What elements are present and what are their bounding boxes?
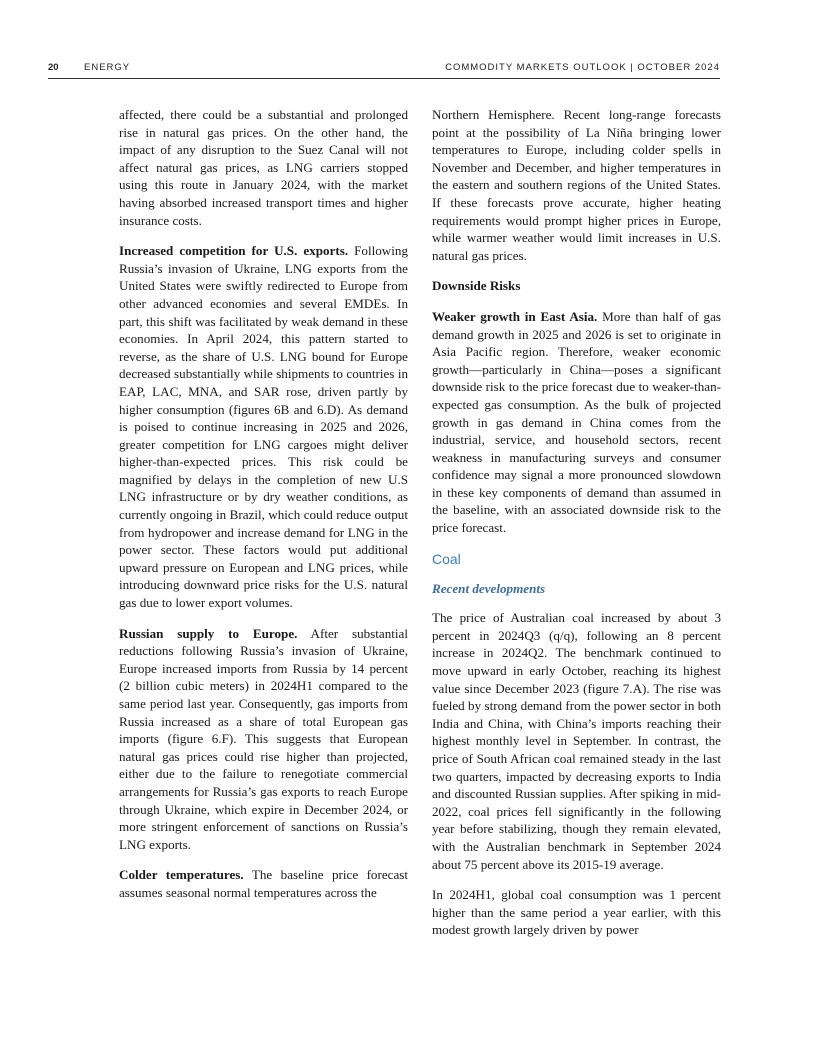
lead-east-asia: Weaker growth in East Asia. xyxy=(432,308,598,324)
left-column xyxy=(119,106,408,915)
paragraph-us-exports xyxy=(119,242,408,611)
paragraph-supply-disruption: affected, there could be a substantial and prolonged rise in natural gas prices. On the other hand, the impact of any disruption to the Suez Canal will not affect natural gas prices, as LNG carriers stopped using this route in January 2024, with the market having absorbed increased transport times and higher insurance costs. xyxy=(119,107,408,228)
paragraph-colder-temperatures xyxy=(119,866,408,901)
lead-us-exports: Increased competition for U.S. exports. xyxy=(119,243,349,259)
paragraph-east-asia xyxy=(432,308,721,537)
lead-colder-temperatures: Colder temperatures. xyxy=(119,867,244,883)
body-east-asia: More than half of gas demand growth in 2025 and 2026 is set to originate in Asia Pacific region. Therefore, weaker economic growth—particularly in China—poses a significant downside risk to the price forecast due to weaker-than-expected gas consumption. As the bulk of projected growth in gas demand in China comes from the industrial, service, and household sectors, recent weakness in manufacturing surveys and consumer confidence may signal a more pronounced slowdown in these key components of demand than assumed in the baseline, with an associated downside risk to the price forecast. xyxy=(432,308,721,536)
paragraph-coal-price: The price of Australian coal increased by about 3 percent in 2024Q3 (q/q), following an 8 percent increase in 2024Q2. The benchmark continued to move upward in early October, reaching its highest value since December 2023 (figure 7.A). The rise was fueled by strong demand from the power sector in both India and China, with China’s imports reaching their highest monthly level in September. In contrast, the price of South African coal remained steady in the last two quarters, impacted by decreasing exports to India and discounted Russian supplies. After spiking in mid-2022, coal prices fell significantly in the following year before stabilizing, though they remain elevated, with the Australian benchmark in September 2024 about 75 percent above its 2015-19 average. xyxy=(432,610,721,872)
section-title-coal: Coal xyxy=(432,550,461,567)
body-russian-supply: After substantial reductions following Russia’s invasion of Ukraine, Europe increased imports from Russia by 14 percent (2 billion cubic meters) in 2024H1 compared to the same period last year. Consequently, gas imports from Russia increased as a share of total European gas imports (figure 6.F). This suggests that European natural gas prices could rise higher than projected, either due to the failure to renegotiate commercial arrangements for Russia’s gas exports to reach Europe through Ukraine, which expire in December 2024, or more stringent enforcement of sanctions on Russia’s LNG exports. xyxy=(119,625,408,852)
heading-recent-developments: Recent developments xyxy=(432,580,546,596)
publication-title: COMMODITY MARKETS OUTLOOK | OCTOBER 2024 xyxy=(445,62,720,73)
paragraph-russian-supply xyxy=(119,625,408,854)
right-column xyxy=(432,106,721,952)
paragraph-la-nina: Northern Hemisphere. Recent long-range forecasts point at the possibility of La Niña bringing lower temperatures to Europe, including colder spells in November and December, and higher temperatures in the eastern and southern regions of the United States. If these forecasts prove accurate, higher heating requirements would prompt higher prices in Europe, while warmer weather would limit increases in U.S. natural gas prices. xyxy=(432,107,721,263)
running-header xyxy=(48,62,720,76)
body-colder-temperatures: The baseline price forecast assumes seasonal normal temperatures across the xyxy=(119,867,409,900)
body-us-exports: Following Russia’s invasion of Ukraine, LNG exports from the United States were swiftly redirected to Europe from other advanced economies and several EMDEs. In part, this shift was facilitated by weak demand in these economies. In April 2024, this pattern started to reverse, as the share of U.S. LNG bound for Europe decreased substantially while shipments to countries in EAP, LAC, MNA, and SAR rose, driven partly by higher consumption (figures 6B and 6.D). As demand is poised to continue increasing in 2025 and 2026, greater competition for LNG cargoes might deliver higher-than-expected prices. This risk could be magnified by delays in the completion of new U.S LNG infrastructure or by dry weather conditions, as currently ongoing in Brazil, which could reduce output from hydropower and increase demand for LNG in the power sector. These factors would put additional upward pressure on European and LNG prices, while introducing downward price risks for the U.S. natural gas due to lower export volumes. xyxy=(119,243,408,611)
header-rule xyxy=(48,78,720,79)
heading-downside-risks: Downside Risks xyxy=(432,278,521,294)
section-label: ENERGY xyxy=(84,62,131,73)
page-number: 20 xyxy=(48,62,59,73)
paragraph-coal-consumption: In 2024H1, global coal consumption was 1 percent higher than the same period a year earlier, with this modest growth largely driven by power xyxy=(432,887,721,938)
lead-russian-supply: Russian supply to Europe. xyxy=(119,625,298,641)
